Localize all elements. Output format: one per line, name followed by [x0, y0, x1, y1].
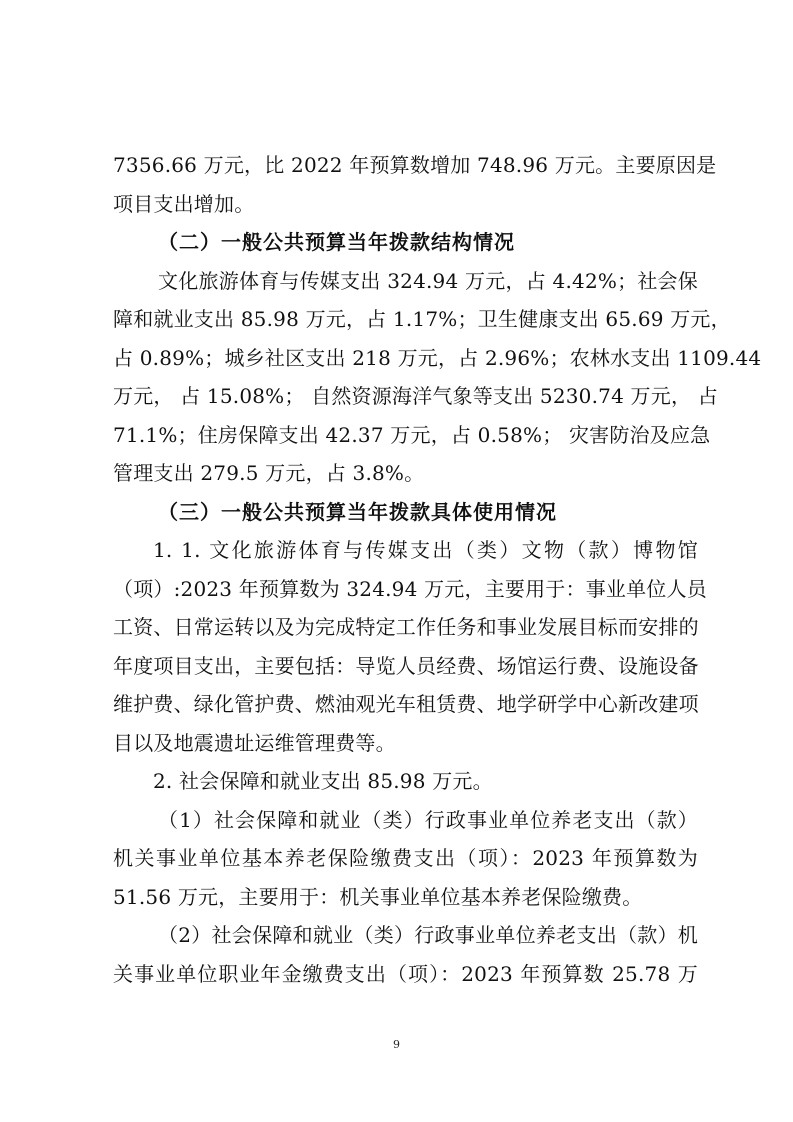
section-heading-2: （二）一般公共预算当年拨款结构情况 — [158, 230, 515, 254]
paragraph-structure — [113, 262, 762, 493]
text-line: 占 0.89%；城乡社区支出 218 万元，占 2.96%；农林水支出 1109.44 — [113, 345, 762, 370]
paragraph-social-security-total — [113, 762, 698, 801]
text-line: 目以及地震遗址运维管理费等。 — [113, 730, 396, 755]
text-line: 管理支出 279.5 万元，占 3.8%。 — [113, 461, 425, 485]
text-line: 工资、日常运转以及为完成特定工作任务和事业发展目标而安排的 — [113, 615, 699, 639]
paragraph-pension-annuity — [113, 916, 698, 993]
text-line: 71.1%；住房保障支出 42.37 万元，占 0.58%； 灾害防治及应急 — [113, 422, 711, 447]
text-line: （项）:2023 年预算数为 324.94 万元，主要用于：事业单位人员 — [113, 576, 707, 601]
document-body — [113, 146, 762, 993]
text-line: 障和就业支出 85.98 万元，占 1.17%；卫生健康支出 65.69 万元， — [113, 307, 731, 331]
paragraph-budget-change — [113, 146, 717, 223]
text-line: 项目支出增加。 — [113, 191, 255, 216]
text-line: 7356.66 万元，比 2022 年预算数增加 748.96 万元。主要原因是 — [113, 153, 717, 177]
text-line: 文化旅游体育与传媒支出 324.94 万元，占 4.42%；社会保 — [158, 268, 698, 293]
text-line: 年度项目支出，主要包括：导览人员经费、场馆运行费、设施设备 — [113, 653, 699, 678]
text-line: 51.56 万元，主要用于：机关事业单位基本养老保险缴费。 — [113, 884, 643, 909]
paragraph-culture-spending — [113, 531, 707, 762]
text-line: 2. 社会保障和就业支出 85.98 万元。 — [153, 769, 493, 793]
page-number: 9 — [393, 1038, 400, 1051]
text-line: 关事业单位职业年金缴费支出（项）：2023 年预算数 25.78 万 — [113, 961, 698, 986]
text-line: 维护费、绿化管护费、燃油观光车租赁费、地学研学中心新改建项 — [113, 692, 699, 716]
section-heading-3: （三）一般公共预算当年拨款具体使用情况 — [158, 499, 557, 524]
text-line: 1. 1. 文化旅游体育与传媒支出（类）文物（款）博物馆 — [153, 538, 698, 562]
paragraph-pension-basic — [113, 801, 698, 917]
text-line: 万元， 占 15.08%； 自然资源海洋气象等支出 5230.74 万元， 占 — [113, 384, 718, 408]
text-line: （2）社会保障和就业（类）行政事业单位养老支出（款）机 — [158, 923, 698, 947]
text-line: （1）社会保障和就业（类）行政事业单位养老支出（款） — [158, 807, 698, 832]
text-line: 机关事业单位基本养老保险缴费支出（项）：2023 年预算数为 — [113, 846, 698, 870]
